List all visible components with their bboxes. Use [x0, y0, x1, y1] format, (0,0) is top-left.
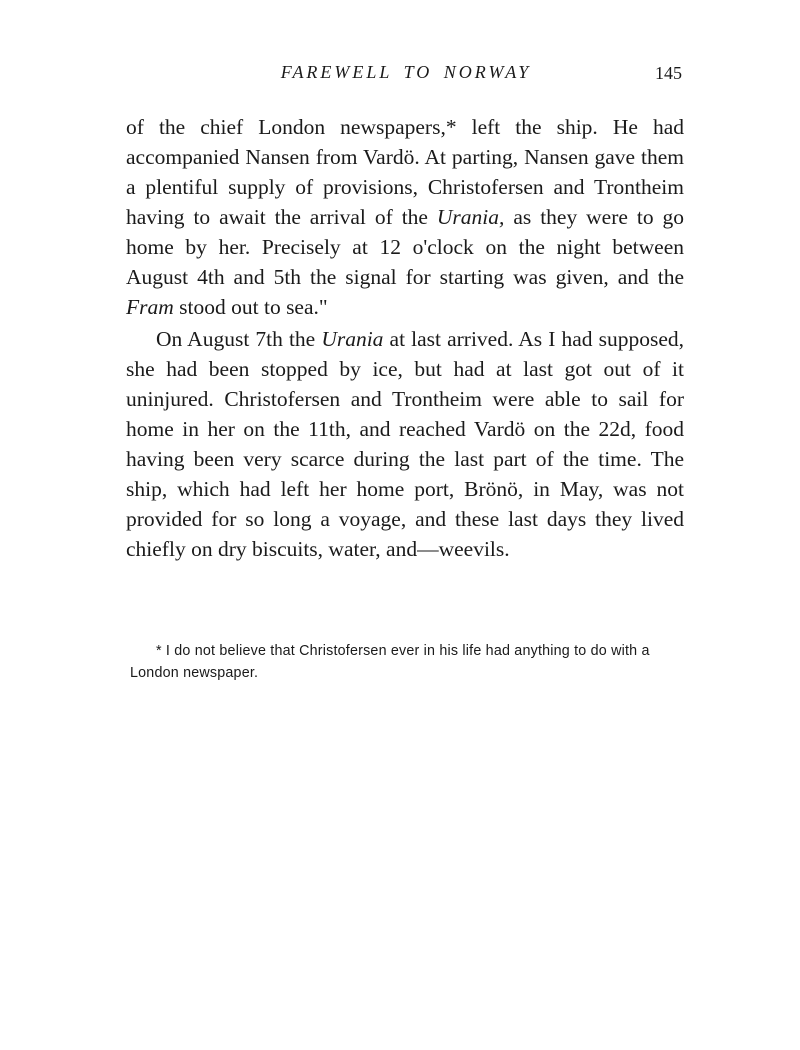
- paragraph-1-part-b: as they were to go home by her. Precisely at 12 o'clock on the night between August 4th and 5th the signal for starting was given, and the: [126, 205, 685, 289]
- paragraph-2: [126, 324, 684, 564]
- ship-name-fram: Fram: [126, 295, 174, 319]
- running-title: FAREWELL TO NORWAY: [280, 62, 532, 82]
- body-text: [126, 112, 684, 564]
- paragraph-1-part-c: stood out to sea.": [173, 295, 328, 319]
- paragraph-2-part-b: at last arrived. As I had supposed, she had been stopped by ice, but had at last got out of it uninjured. Christofersen and Trontheim were able to sail for home in her on the 11th, and reached Vardö on the 22d, food having been very scarce during the last part of the time. The ship, which had left her home port, Brönö, in May, was not provided for so long a voyage, and these last days they lived chiefly on dry biscuits, water, and—weevils.: [126, 327, 685, 561]
- footnote-text: * I do not believe that Christofersen ever in his life had anything to do with a London newspaper.: [130, 643, 650, 681]
- running-head: [126, 62, 686, 90]
- paragraph-2-part-a: On August 7th the: [156, 327, 322, 351]
- paragraph-1-part-a: of the chief London newspapers,* left the ship. He had accompanied Nansen from Vardö. At parting, Nansen gave them a plentiful supply of provisions, Christofersen and Trontheim having to await the arrival of the: [126, 115, 684, 229]
- paragraph-1: [126, 112, 684, 322]
- ship-name-urania: Urania,: [436, 205, 505, 229]
- page-number: 145: [655, 63, 682, 83]
- footnote: [130, 640, 686, 684]
- ship-name-urania-2: Urania: [321, 327, 384, 351]
